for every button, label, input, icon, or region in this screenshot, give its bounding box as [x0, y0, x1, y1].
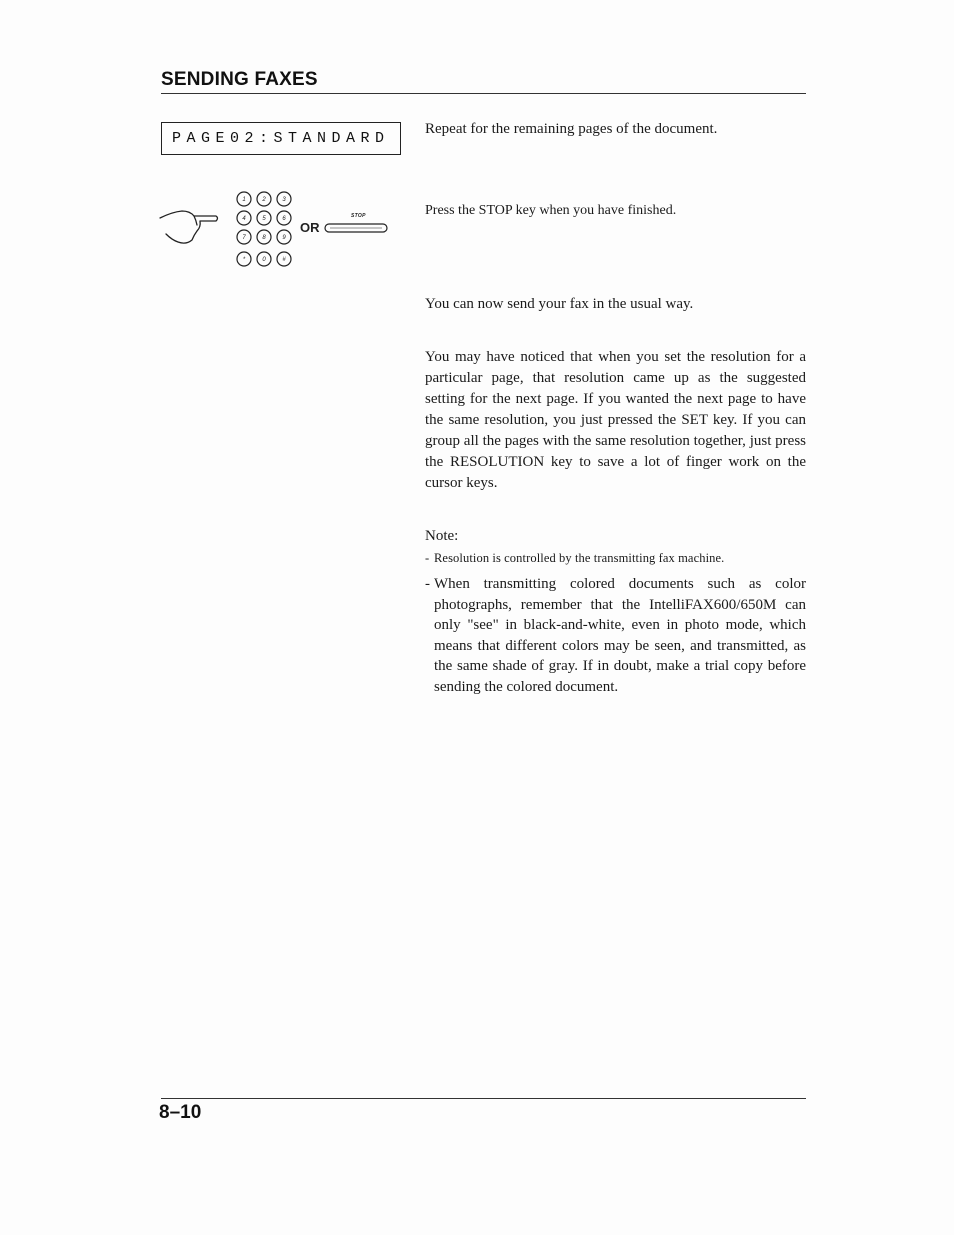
repeat-paragraph: Repeat for the remaining pages of the document. — [425, 121, 718, 137]
page-title: SENDING FAXES — [161, 69, 318, 90]
note-bullet — [425, 548, 806, 569]
header-rule — [161, 93, 806, 94]
keypad-illustration — [150, 178, 400, 278]
key-label: 8 — [262, 235, 266, 241]
bullet-dash: - — [425, 551, 430, 565]
key-label: 2 — [262, 197, 266, 203]
footer-rule — [161, 1098, 806, 1099]
stop-key-icon — [325, 224, 387, 232]
bullet-dash: - — [425, 576, 430, 592]
note-bullet-text: When transmitting colored documents such as color photographs, remember that the IntelliFAX600/650M can only "see" in black-and-white, even in photo mode, which means that different colors may be seen, and transmitted, as the same shade of gray. If in doubt, make a trial copy before sending the colored document. — [434, 576, 806, 695]
note-label: Note: — [425, 528, 459, 544]
key-label: 4 — [242, 216, 246, 222]
key-label: 9 — [282, 235, 286, 241]
key-label: * — [242, 257, 246, 263]
note-bullet-text: Resolution is controlled by the transmitting fax machine. — [434, 551, 725, 565]
key-label: 3 — [282, 197, 286, 203]
page-number: 8–10 — [159, 1102, 202, 1123]
lcd-display: PAGE02:STANDARD — [161, 122, 401, 155]
key-label: 0 — [262, 257, 266, 263]
stop-key-label: STOP — [351, 213, 366, 219]
key-label: 6 — [282, 216, 286, 222]
key-label: 5 — [262, 216, 266, 222]
send-now-paragraph: You can now send your fax in the usual way. — [425, 296, 694, 312]
key-label: # — [282, 257, 286, 263]
key-label: 7 — [242, 235, 246, 241]
pointing-hand-icon — [160, 211, 218, 243]
resolution-info-paragraph: You may have noticed that when you set the resolution for a particular page, that resolution came up as the suggested setting for the next page. If you wanted the next page to have the same resolution, you just pressed the SET key. If you can group all the pages with the same resolution together, just press the RESOLUTION key to save a lot of finger work on the cursor keys. — [425, 349, 806, 491]
press-stop-paragraph: Press the STOP key when you have finished. — [425, 203, 677, 218]
note-bullet — [425, 574, 806, 697]
key-label: 1 — [242, 197, 246, 203]
number-key-grid — [237, 192, 291, 266]
or-label: OR — [300, 220, 320, 235]
